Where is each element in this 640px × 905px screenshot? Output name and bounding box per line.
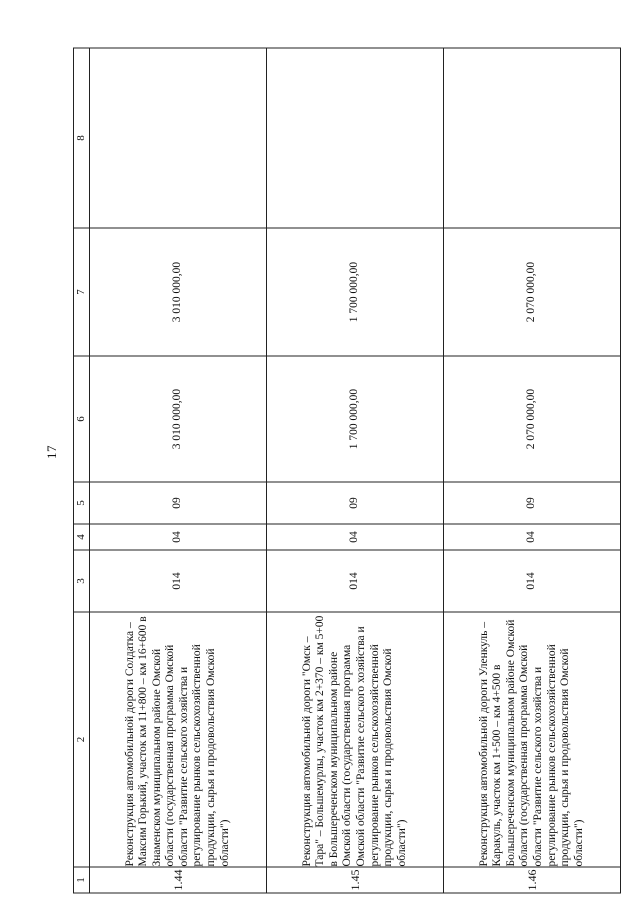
row-number: 1.44 bbox=[89, 867, 266, 893]
row-description: Реконструкция автомобильной дороги "Омск – Тара" – Большемурлы, участок км 2+370 – км 5+00 в Большереченском муниципальном районе Омской области (государственная программа Омской области "Развитие сельского хозяйства и регулирование рынков сельскохозяйственной продукции, сырья и продовольствия Омской области") bbox=[266, 612, 443, 867]
column-header: 4 bbox=[74, 524, 90, 550]
cell-code-section: 04 bbox=[443, 524, 620, 550]
table-row bbox=[89, 48, 266, 893]
column-number-row bbox=[74, 48, 90, 893]
row-description: Реконструкция автомобильной дороги Солдатка – Максим Горький, участок км 11+800 – км 16+600 в Знаменском муниципальном районе Омской области (государственная программа Омской области "Развитие сельского хозяйства и регулирование рынков сельскохозяйственной продукции, сырья и продовольствия Омской области") bbox=[89, 612, 266, 867]
row-description: Реконструкция автомобильной дороги Уленкуль – Каракуль, участок км 1+500 – км 4+500 в Большереченском муниципальном районе Омской области (государственная программа Омской области "Развитие сельского хозяйства и регулирование рынков сельскохозяйственной продукции, сырья и продовольствия Омской области") bbox=[443, 612, 620, 867]
cell-amount-col6: 1 700 000,00 bbox=[266, 356, 443, 482]
cell-col8 bbox=[443, 48, 620, 228]
cell-code-section: 04 bbox=[266, 524, 443, 550]
cell-amount-col6: 2 070 000,00 bbox=[443, 356, 620, 482]
cell-amount-col7: 2 070 000,00 bbox=[443, 228, 620, 356]
cell-col8 bbox=[89, 48, 266, 228]
row-number: 1.45 bbox=[266, 867, 443, 893]
column-header: 6 bbox=[74, 356, 90, 482]
table-row bbox=[443, 48, 620, 893]
cell-code-subsection: 09 bbox=[443, 482, 620, 524]
table-row bbox=[266, 48, 443, 893]
cell-code-section: 04 bbox=[89, 524, 266, 550]
cell-amount-col6: 3 010 000,00 bbox=[89, 356, 266, 482]
cell-code-ministry: 014 bbox=[266, 550, 443, 612]
budget-table bbox=[73, 48, 621, 894]
page-number: 17 bbox=[44, 445, 59, 459]
cell-amount-col7: 1 700 000,00 bbox=[266, 228, 443, 356]
cell-code-subsection: 09 bbox=[89, 482, 266, 524]
column-header: 1 bbox=[74, 867, 90, 893]
cell-amount-col7: 3 010 000,00 bbox=[89, 228, 266, 356]
column-header: 2 bbox=[74, 612, 90, 867]
cell-code-ministry: 014 bbox=[443, 550, 620, 612]
cell-code-ministry: 014 bbox=[89, 550, 266, 612]
column-header: 3 bbox=[74, 550, 90, 612]
column-header: 5 bbox=[74, 482, 90, 524]
cell-code-subsection: 09 bbox=[266, 482, 443, 524]
row-number: 1.46 bbox=[443, 867, 620, 893]
rotated-table-frame bbox=[73, 49, 621, 894]
column-header: 8 bbox=[74, 48, 90, 228]
cell-col8 bbox=[266, 48, 443, 228]
column-header: 7 bbox=[74, 228, 90, 356]
